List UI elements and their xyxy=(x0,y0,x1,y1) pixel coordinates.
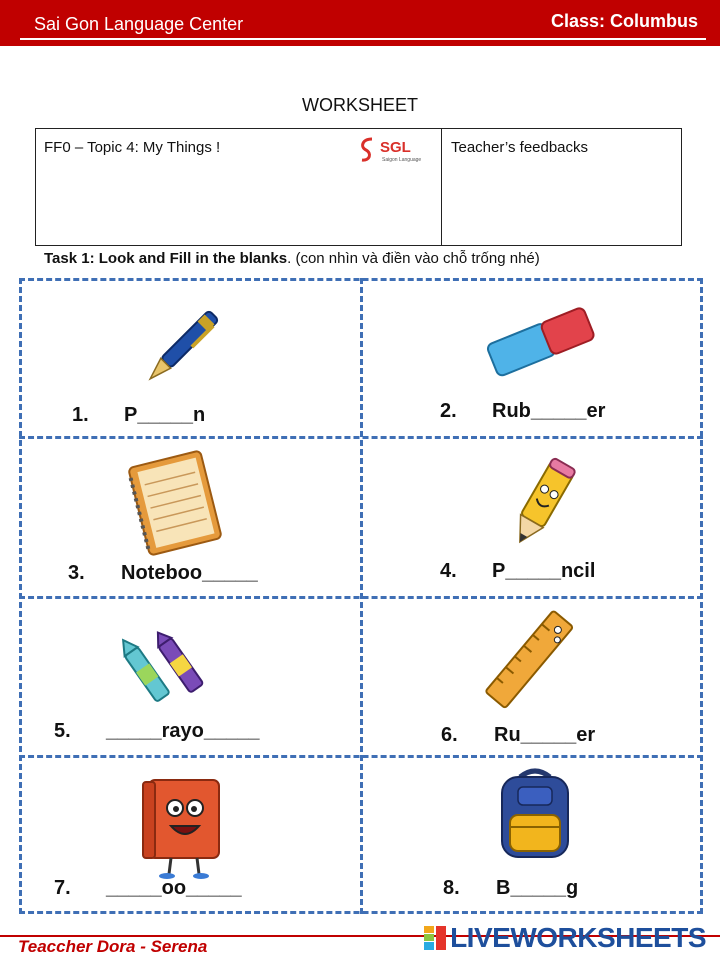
liveworksheets-brand xyxy=(424,922,706,954)
task-note: . (con nhìn và điền vào chỗ trống nhé) xyxy=(287,250,540,267)
item-5-word: _____rayo_____ xyxy=(106,720,260,742)
ruler-icon xyxy=(480,605,580,715)
liveworksheets-logo-icon xyxy=(424,924,446,952)
feedback-label: Teacher’s feedbacks xyxy=(451,139,589,156)
crayons-icon xyxy=(120,625,215,710)
pencil-icon xyxy=(480,455,600,555)
item-3-word: Noteboo_____ xyxy=(121,562,258,584)
info-box xyxy=(35,128,682,246)
grid-divider-row-3 xyxy=(19,755,703,758)
pen-icon xyxy=(135,300,230,395)
item-1-number: 1. xyxy=(72,404,89,426)
item-7-number: 7. xyxy=(54,877,71,899)
teacher-credit: Teaccher Dora - Serena xyxy=(18,937,208,956)
item-1-word: P_____n xyxy=(124,404,206,426)
sgl-logo-icon xyxy=(358,135,430,165)
item-2-word: Rub_____er xyxy=(492,400,606,422)
item-7-word: _____oo_____ xyxy=(106,877,242,899)
grid-divider-row-1 xyxy=(19,436,703,439)
task-title: Task 1: Look and Fill in the blanks xyxy=(44,250,288,267)
topic-text: FF0 – Topic 4: My Things ! xyxy=(44,139,221,156)
item-6-number: 6. xyxy=(441,724,458,746)
header-bar xyxy=(0,0,720,46)
item-2-number: 2. xyxy=(440,400,457,422)
item-4-word: P_____ncil xyxy=(492,560,596,582)
item-3-number: 3. xyxy=(68,562,85,584)
item-4-number: 4. xyxy=(440,560,457,582)
item-6-word: Ru_____er xyxy=(494,724,596,746)
item-5-number: 5. xyxy=(54,720,71,742)
topic-cell xyxy=(36,129,442,245)
svg-text:SGL: SGL xyxy=(380,139,411,156)
backpack-icon xyxy=(490,765,580,860)
notebook-icon xyxy=(120,448,230,558)
item-8-word: B_____g xyxy=(496,877,579,899)
grid-divider-row-2 xyxy=(19,596,703,599)
header-divider xyxy=(20,38,706,40)
liveworksheets-text: LIVEWORKSHEETS xyxy=(450,922,706,953)
book-icon xyxy=(135,770,235,880)
item-8-number: 8. xyxy=(443,877,460,899)
task-instruction xyxy=(44,250,540,267)
school-name: Sai Gon Language Center xyxy=(34,14,244,34)
worksheet-title: WORKSHEET xyxy=(301,95,418,115)
svg-text:Saigon Language: Saigon Language xyxy=(382,157,422,163)
eraser-icon xyxy=(470,290,610,390)
class-label: Class: Columbus xyxy=(550,11,698,31)
